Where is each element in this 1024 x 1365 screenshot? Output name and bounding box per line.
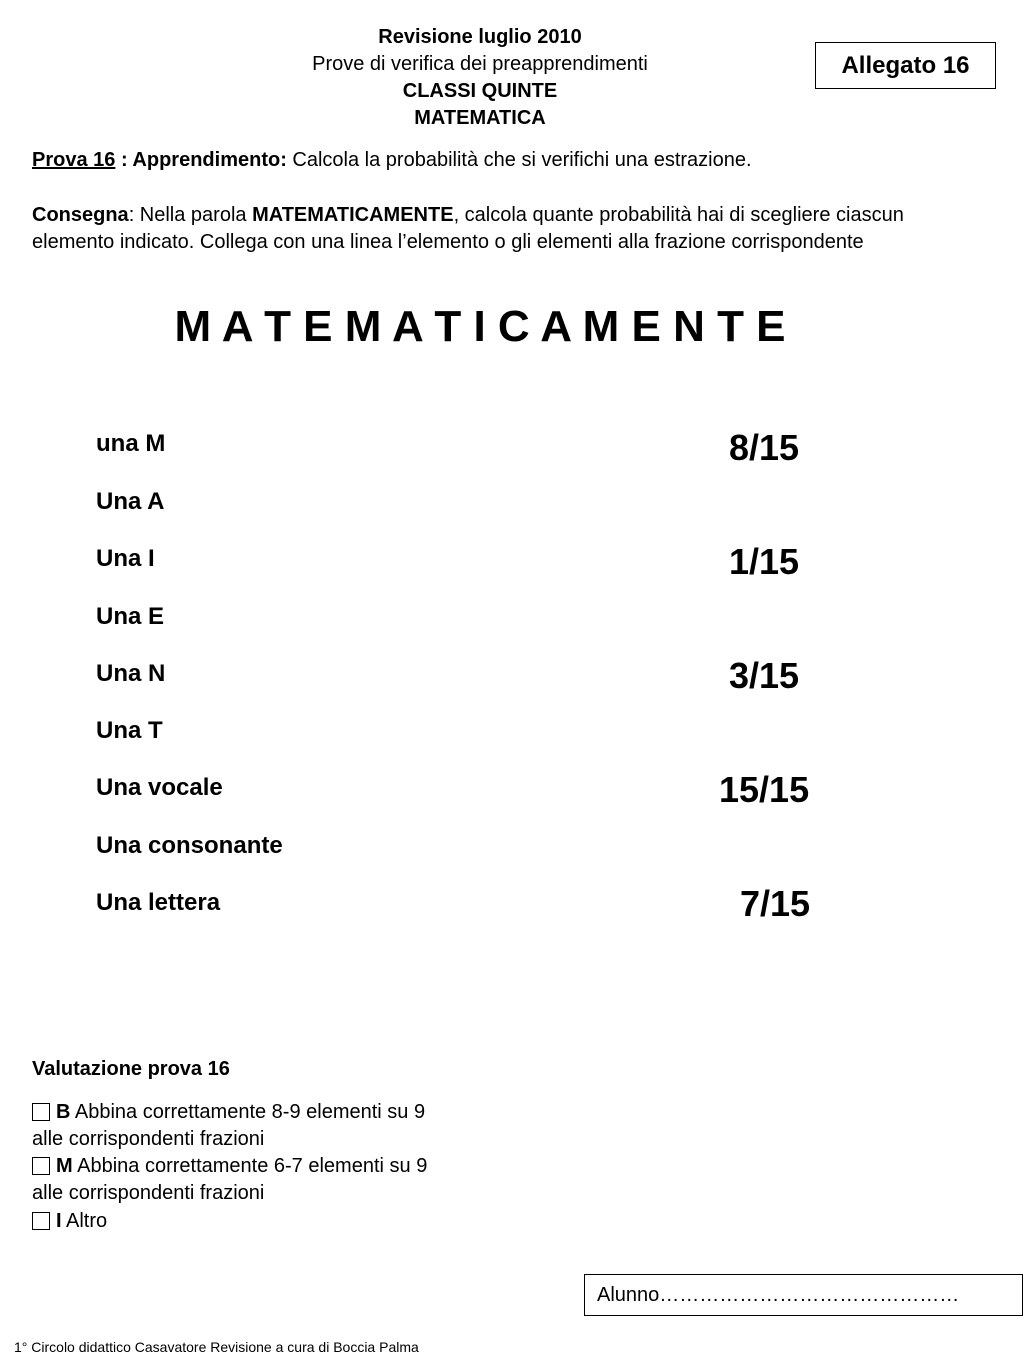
grade-b-text-2: alle corrispondenti frazioni [32,1128,265,1150]
grade-b-letter: B [56,1101,71,1123]
fraction-1-15: 1/15 [729,541,800,582]
item-n: Una N [96,660,166,687]
consegna-label: Consegna [32,204,129,226]
checkbox-b[interactable] [32,1103,50,1121]
item-e: Una E [96,603,165,630]
item-t: Una T [96,717,163,744]
prova-label: Prova 16 [32,149,116,171]
allegato-box: Allegato 16 [815,42,996,89]
fraction-7-15: 7/15 [740,883,811,924]
apprendimento-label: Apprendimento: [132,149,287,171]
item-i: Una I [96,545,155,572]
grade-m-text: Abbina correttamente 6-7 elementi su 9 [72,1155,428,1177]
big-word: M A T E M A T I C A M E N T E [174,302,786,351]
item-lettera: Una lettera [96,889,221,916]
grade-m-letter: M [56,1155,73,1177]
header-revision: Revisione luglio 2010 [378,26,582,48]
consegna-paragraph [32,202,952,256]
prova-separator: : [115,149,133,171]
checkbox-i[interactable] [32,1212,50,1230]
item-a: Una A [96,488,165,515]
consegna-text-2: , calcola quante probabilità hai di scegliere ciascun elemento indicato. Collega con una linea l’elemento o gli elementi alla frazione corrispondente [32,204,904,253]
item-vocale: Una vocale [96,774,223,801]
alunno-field[interactable]: Alunno……………………………………… [584,1274,1023,1316]
apprendimento-text: Calcola la probabilità che si verifichi una estrazione. [286,149,752,171]
item-m: una M [96,430,166,457]
valutazione-option-i [32,1208,107,1235]
prova-line [32,147,962,174]
footer-text: 1° Circolo didattico Casavatore Revisione a cura di Boccia Palma [14,1339,419,1355]
grade-b-text: Abbina correttamente 8-9 elementi su 9 [70,1101,426,1123]
grade-i-text: Altro [61,1210,108,1232]
grade-i-letter: I [56,1210,62,1232]
consegna-text-1: : Nella parola [128,204,253,226]
fraction-3-15: 3/15 [729,655,800,696]
checkbox-m[interactable] [32,1157,50,1175]
valutazione-title: Valutazione prova 16 [32,1058,230,1080]
fraction-8-15: 8/15 [729,427,800,468]
consegna-word: MATEMATICAMENTE [252,204,454,226]
item-consonante: Una consonante [96,832,283,859]
fraction-15-15: 15/15 [719,769,810,810]
header-subtitle: Prove di verifica dei preapprendimenti [312,53,648,75]
valutazione-option-m [32,1153,427,1180]
header-subject: MATEMATICA [414,107,546,129]
header-class: CLASSI QUINTE [402,80,558,102]
grade-m-text-2: alle corrispondenti frazioni [32,1182,265,1204]
valutazione-option-b [32,1099,425,1126]
